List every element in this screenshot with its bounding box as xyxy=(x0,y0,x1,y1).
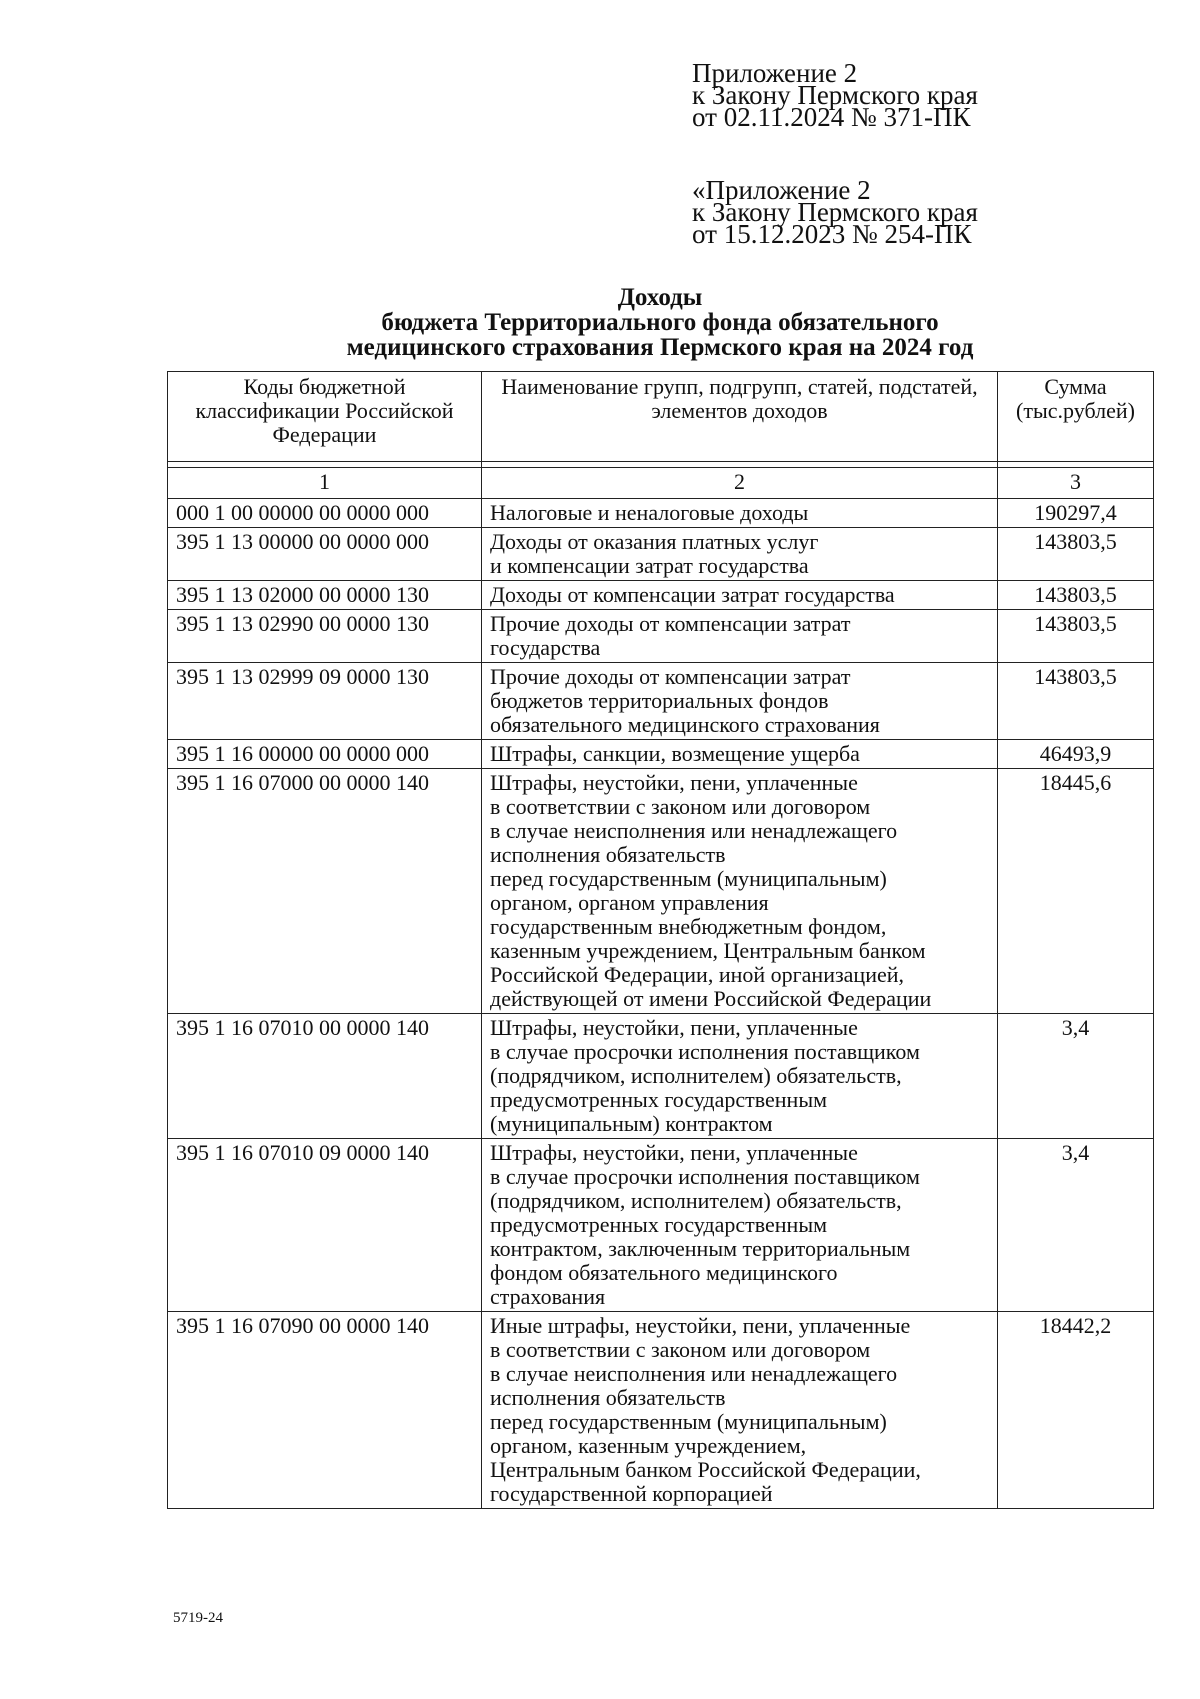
revenue-amount: 143803,5 xyxy=(998,610,1154,663)
revenue-name: Доходы от оказания платных услуг и компенсации затрат государства xyxy=(482,528,998,581)
table-row xyxy=(168,769,1154,1014)
title-line: Доходы xyxy=(617,284,703,311)
budget-code: 395 1 13 00000 00 0000 000 xyxy=(168,528,482,581)
annex-line: к Закону Пермского края xyxy=(692,197,978,227)
title-line: медицинского страхования Пермского края на 2024 год xyxy=(346,334,974,361)
table-row xyxy=(168,740,1154,769)
table-row xyxy=(168,663,1154,740)
budget-code: 395 1 13 02999 09 0000 130 xyxy=(168,663,482,740)
table-header-row xyxy=(168,372,1154,462)
revenue-amount: 143803,5 xyxy=(998,663,1154,740)
annex-line: от 15.12.2023 № 254-ПК xyxy=(692,219,972,249)
table-row xyxy=(168,499,1154,528)
budget-code: 395 1 16 07010 09 0000 140 xyxy=(168,1139,482,1312)
table-row xyxy=(168,1014,1154,1139)
revenue-amount: 143803,5 xyxy=(998,581,1154,610)
header-amount: Сумма (тыс.рублей) xyxy=(998,372,1154,462)
revenue-amount: 3,4 xyxy=(998,1139,1154,1312)
revenue-amount: 143803,5 xyxy=(998,528,1154,581)
document-title xyxy=(160,285,1160,360)
annex-line: Приложение 2 xyxy=(692,58,858,88)
revenue-table xyxy=(167,371,1154,1509)
revenue-name: Штрафы, неустойки, пени, уплаченные в случае просрочки исполнения поставщиком (подрядчиком, исполнителем) обязательств, предусмотренных государственным (муниципальным) контрактом xyxy=(482,1014,998,1139)
header-names: Наименование групп, подгрупп, статей, подстатей, элементов доходов xyxy=(482,372,998,462)
annex-reference-current xyxy=(692,58,1152,132)
revenue-name: Иные штрафы, неустойки, пени, уплаченные в соответствии с законом или договором в случае неисполнения или ненадлежащего исполнения обязательств перед государственным (муниципальным) органом, казенным учреждением, Центральным банком Российской Федерации, государственной корпорацией xyxy=(482,1312,998,1509)
document-number: 5719-24 xyxy=(173,1610,223,1626)
revenue-name: Штрафы, санкции, возмещение ущерба xyxy=(482,740,998,769)
revenue-name: Штрафы, неустойки, пени, уплаченные в случае просрочки исполнения поставщиком (подрядчиком, исполнителем) обязательств, предусмотренных государственным контрактом, заключенным территориальным фондом обязательного медицинского страхования xyxy=(482,1139,998,1312)
budget-code: 395 1 16 07010 00 0000 140 xyxy=(168,1014,482,1139)
revenue-name: Налоговые и неналоговые доходы xyxy=(482,499,998,528)
table-row xyxy=(168,1139,1154,1312)
column-number: 2 xyxy=(482,468,998,499)
budget-code: 395 1 16 00000 00 0000 000 xyxy=(168,740,482,769)
budget-code: 395 1 13 02990 00 0000 130 xyxy=(168,610,482,663)
revenue-amount: 190297,4 xyxy=(998,499,1154,528)
budget-code: 395 1 16 07000 00 0000 140 xyxy=(168,769,482,1014)
column-number-row xyxy=(168,468,1154,499)
revenue-amount: 3,4 xyxy=(998,1014,1154,1139)
table-row xyxy=(168,528,1154,581)
column-number: 3 xyxy=(998,468,1154,499)
annex-line: к Закону Пермского края xyxy=(692,80,978,110)
annex-line: «Приложение 2 xyxy=(692,175,871,205)
annex-line: от 02.11.2024 № 371-ПК xyxy=(692,102,971,132)
revenue-name: Доходы от компенсации затрат государства xyxy=(482,581,998,610)
revenue-name: Прочие доходы от компенсации затрат государства xyxy=(482,610,998,663)
revenue-name: Штрафы, неустойки, пени, уплаченные в соответствии с законом или договором в случае неисполнения или ненадлежащего исполнения обязательств перед государственным (муниципальным) органом, органом управления государственным внебюджетным фондом, казенным учреждением, Центральным банком Российской Федерации, иной организацией, действующей от имени Российской Федерации xyxy=(482,769,998,1014)
table-row xyxy=(168,1312,1154,1509)
title-line: бюджета Территориального фонда обязательного xyxy=(381,309,939,336)
table-row xyxy=(168,581,1154,610)
budget-code: 000 1 00 00000 00 0000 000 xyxy=(168,499,482,528)
header-codes: Коды бюджетной классификации Российской Федерации xyxy=(168,372,482,462)
column-number: 1 xyxy=(168,468,482,499)
table-row xyxy=(168,610,1154,663)
annex-reference-original xyxy=(692,175,1152,249)
budget-code: 395 1 13 02000 00 0000 130 xyxy=(168,581,482,610)
revenue-amount: 46493,9 xyxy=(998,740,1154,769)
revenue-name: Прочие доходы от компенсации затрат бюджетов территориальных фондов обязательного медицинского страхования xyxy=(482,663,998,740)
revenue-amount: 18445,6 xyxy=(998,769,1154,1014)
revenue-amount: 18442,2 xyxy=(998,1312,1154,1509)
budget-code: 395 1 16 07090 00 0000 140 xyxy=(168,1312,482,1509)
